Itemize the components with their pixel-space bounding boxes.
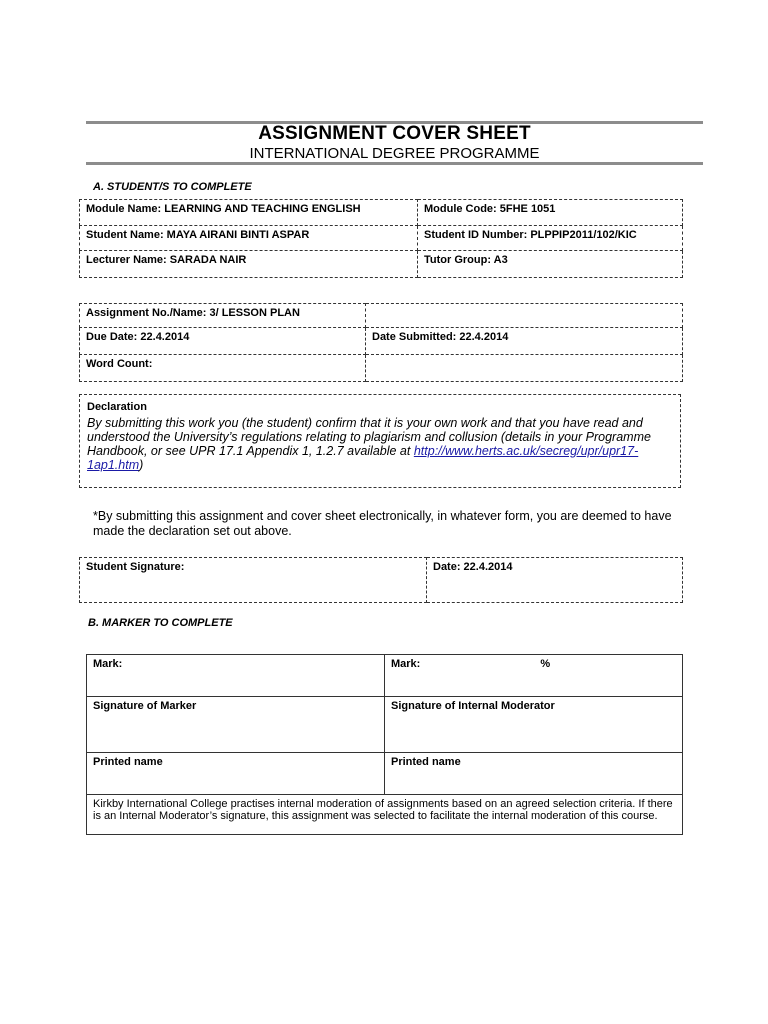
page-subtitle: INTERNATIONAL DEGREE PROGRAMME (249, 145, 540, 162)
electronic-submission-note: *By submitting this assignment and cover sheet electronically, in whatever form, you are deemed to have made the declaration set out above. (93, 509, 672, 538)
declaration-text (87, 416, 673, 472)
mark-left-field[interactable]: Mark: (87, 655, 385, 697)
module-code-field[interactable]: Module Code: 5FHE 1051 (418, 200, 683, 226)
mark-right-label: Mark: (391, 658, 421, 670)
student-name-field[interactable]: Student Name: MAYA AIRANI BINTI ASPAR (80, 226, 418, 251)
declaration-box (79, 394, 681, 488)
bottom-rule (86, 162, 703, 165)
signature-table (79, 557, 683, 603)
signature-marker-field[interactable]: Signature of Marker (87, 697, 385, 753)
tutor-group-field[interactable]: Tutor Group: A3 (418, 251, 683, 278)
module-name-field[interactable]: Module Name: LEARNING AND TEACHING ENGLISH (80, 200, 418, 226)
section-a-heading: A. STUDENT/S TO COMPLETE (93, 181, 252, 193)
declaration-body: By submitting this work you (the student) confirm that it is your own work and that you have read and understood the University’s regulations relating to plagiarism and collusion (details in your Programme Handbook, or see UPR 17.1 Appendix 1, 1.2.7 available at (87, 416, 651, 458)
declaration-link[interactable]: http://www.herts.ac.uk/secreg/upr/upr17-1ap1.htm (87, 444, 639, 472)
lecturer-name-field[interactable]: Lecturer Name: SARADA NAIR (80, 251, 418, 278)
date-submitted-field[interactable]: Date Submitted: 22.4.2014 (366, 328, 683, 355)
printed-name-left-field[interactable]: Printed name (87, 753, 385, 795)
printed-name-right-field[interactable]: Printed name (385, 753, 683, 795)
student-info-table (79, 199, 683, 278)
signature-date-field[interactable]: Date: 22.4.2014 (427, 558, 683, 603)
word-count-value-cell[interactable] (366, 355, 683, 382)
student-id-field[interactable]: Student ID Number: PLPPIP2011/102/KIC (418, 226, 683, 251)
student-signature-field[interactable]: Student Signature: (80, 558, 427, 603)
due-date-field[interactable]: Due Date: 22.4.2014 (80, 328, 366, 355)
percent-sign: % (540, 658, 551, 670)
mark-right-field[interactable] (385, 655, 683, 697)
marker-table (86, 654, 683, 835)
assignment-name-field[interactable]: Assignment No./Name: 3/ LESSON PLAN (80, 304, 366, 328)
word-count-field[interactable]: Word Count: (80, 355, 366, 382)
declaration-heading: Declaration (87, 401, 147, 413)
moderation-note: Kirkby International College practises internal moderation of assignments based on an agreed selection criteria. If there is an Internal Moderator’s signature, this assignment was selected to facilitate the internal moderation of this course. (87, 795, 683, 835)
assignment-table (79, 303, 683, 382)
section-b-heading: B. MARKER TO COMPLETE (88, 617, 233, 629)
declaration-close: ) (139, 458, 144, 472)
signature-moderator-field[interactable]: Signature of Internal Moderator (385, 697, 683, 753)
page-title: ASSIGNMENT COVER SHEET (258, 123, 531, 144)
assignment-empty-cell[interactable] (366, 304, 683, 328)
